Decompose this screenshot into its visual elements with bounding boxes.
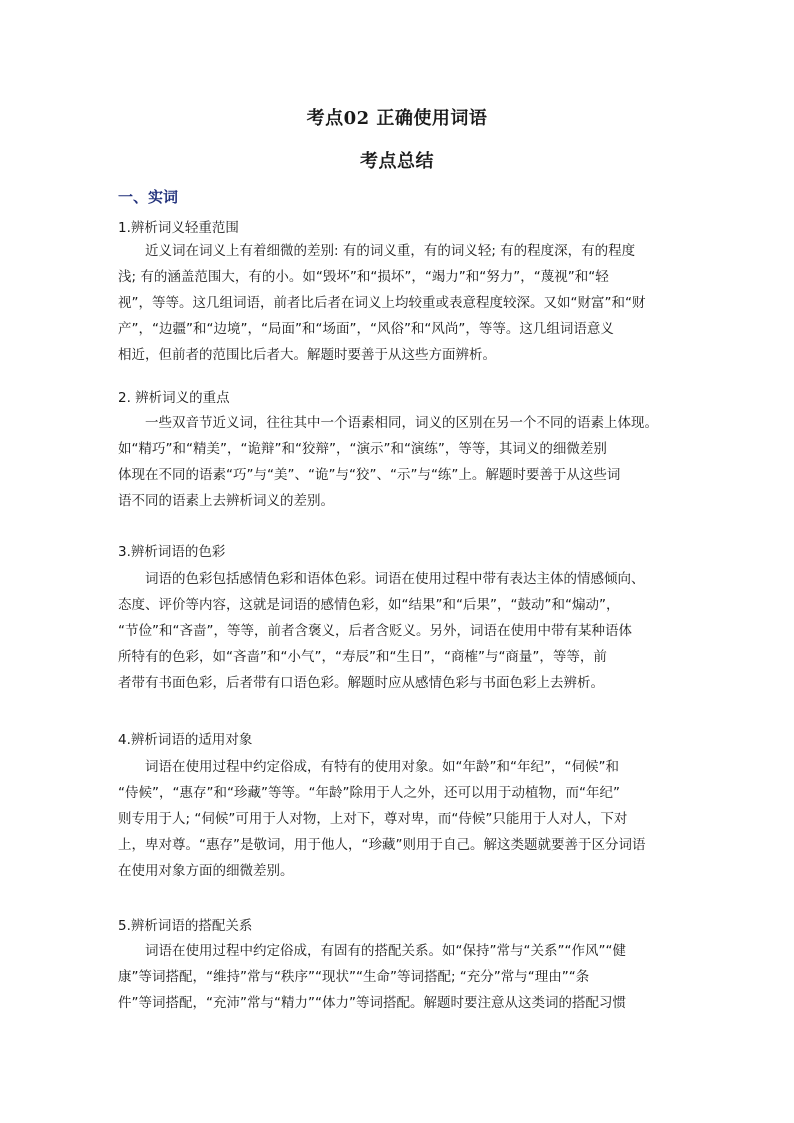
paragraph-line: “节俭”和“吝啬”，等等，前者含褒义，后者含贬义。另外，词语在使用中带有某种语体 — [118, 623, 632, 639]
item-heading-5: 5.辨析词语的搭配关系 — [118, 918, 253, 934]
paragraph-line: 词语的色彩包括感情色彩和语体色彩。词语在使用过程中带有表达主体的情感倾向、 — [118, 571, 645, 587]
paragraph-line: 在使用对象方面的细微差别。 — [118, 863, 294, 879]
paragraph-line: “侍候”，“惠存”和“珍藏”等等。“年龄”除用于人之外，还可以用于动植物，而“年纪” — [118, 785, 620, 801]
item-paragraph-2 — [118, 410, 678, 514]
item-heading-4: 4.辨析词语的适用对象 — [118, 732, 253, 748]
paragraph-line: 如“精巧”和“精美”，“诡辩”和“狡辩”，“演示”和“演练”，等等，其词义的细微差别 — [118, 441, 607, 457]
paragraph-line: 浅; 有的涵盖范围大，有的小。如“毁坏”和“损坏”，“竭力”和“努力”，“蔑视”和“轻 — [118, 269, 609, 285]
paragraph-line: 一些双音节近义词，往往其中一个语素相同，词义的区别在另一个不同的语素上体现。 — [118, 415, 658, 431]
paragraph-line: 产”，“边疆”和“边境”，“局面”和“场面”，“风俗”和“风尚”，等等。这几组词语意义 — [118, 321, 614, 337]
item-paragraph-4 — [118, 754, 678, 884]
item-heading-2: 2. 辨析词义的重点 — [118, 390, 230, 406]
paragraph-line: 所特有的色彩，如“吝啬”和“小气”，“寿辰”和“生日”，“商榷”与“商量”，等等，前 — [118, 649, 607, 665]
paragraph-line: 视”，等等。这几组词语，前者比后者在词义上均较重或表意程度较深。又如“财富”和“财 — [118, 295, 646, 311]
paragraph-line: 相近，但前者的范围比后者大。解题时要善于从这些方面辨析。 — [118, 347, 496, 363]
item-paragraph-1 — [118, 238, 678, 368]
paragraph-line: 则专用于人; “伺候”可用于人对物，上对下，尊对卑，而“侍候”只能用于人对人，下对 — [118, 811, 628, 827]
paragraph-line: 词语在使用过程中约定俗成，有固有的搭配关系。如“保持”常与“关系”“作风”“健 — [118, 943, 626, 959]
paragraph-line: 近义词在词义上有着细微的差别: 有的词义重，有的词义轻; 有的程度深，有的程度 — [118, 243, 636, 259]
item-heading-3: 3.辨析词语的色彩 — [118, 544, 226, 560]
paragraph-line: 态度、评价等内容，这就是词语的感情色彩，如“结果”和“后果”，“鼓动”和“煽动”， — [118, 597, 620, 613]
item-heading-1: 1.辨析词义轻重范围 — [118, 220, 239, 236]
paragraph-line: 者带有书面色彩，后者带有口语色彩。解题时应从感情色彩与书面色彩上去辨析。 — [118, 675, 604, 691]
paragraph-line: 语不同的语素上去辨析词义的差别。 — [118, 493, 334, 509]
document-subtitle: 考点总结 — [360, 151, 434, 172]
paragraph-line: 件”等词搭配，“充沛”常与“精力”“体力”等词搭配。解题时要注意从这类词的搭配习惯 — [118, 995, 626, 1011]
paragraph-line: 康”等词搭配，“维持”常与“秩序”“现状”“生命”等词搭配; “充分”常与“理由”“条 — [118, 969, 590, 985]
item-paragraph-3 — [118, 566, 678, 696]
paragraph-line: 体现在不同的语素“巧”与“美”、“诡”与“狡”、“示”与“练”上。解题时要善于从这些词 — [118, 467, 621, 483]
paragraph-line: 上，卑对尊。“惠存”是敬词，用于他人，“珍藏”则用于自己。解这类题就要善于区分词语 — [118, 837, 646, 853]
paragraph-line: 词语在使用过程中约定俗成，有特有的使用对象。如“年龄”和“年纪”，“伺候”和 — [118, 759, 619, 775]
document-title: 考点02 正确使用词语 — [306, 108, 488, 129]
item-paragraph-5 — [118, 938, 678, 1016]
section-heading: 一、实词 — [118, 188, 179, 206]
